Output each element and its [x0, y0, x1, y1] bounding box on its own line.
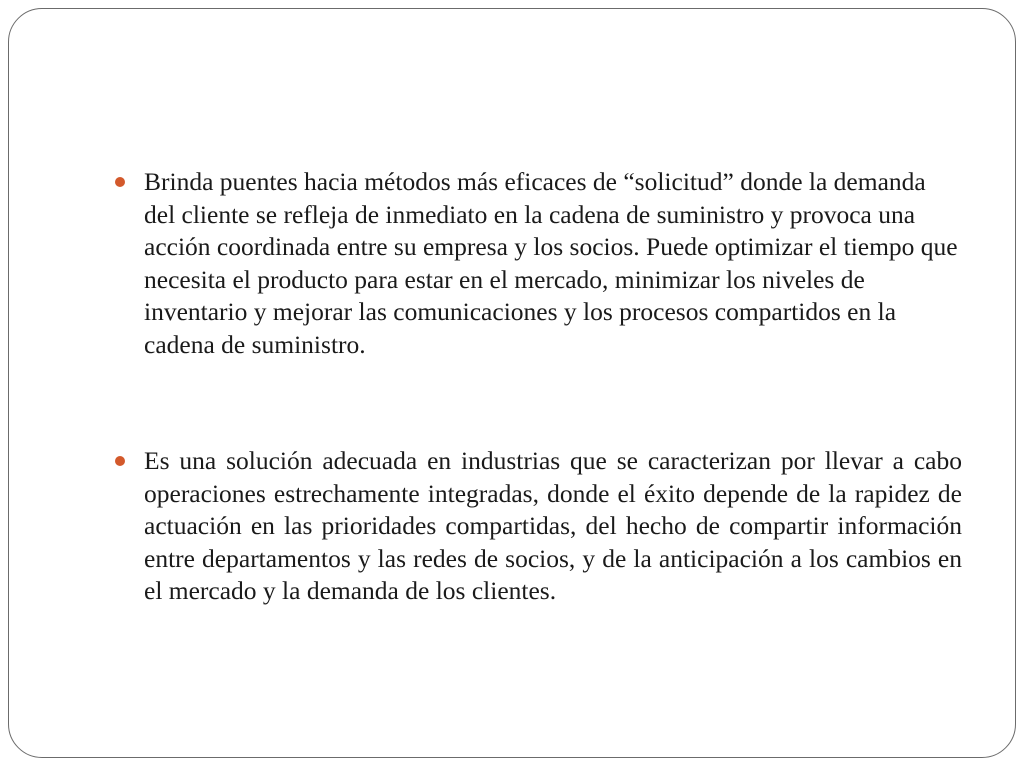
bullet-text: Brinda puentes hacia métodos más eficaces de “solicitud” donde la demanda del cliente se refleja de inmediato en la cadena de suministro y provoca una acción coordinada entre su empresa y los socios. Puede optimizar el tiempo que necesita el producto para estar en el mercado, minimizar los niveles de inventario y mejorar las comunicaciones y los procesos compartidos en la cadena de suministro. — [144, 167, 958, 359]
bullet-item — [144, 445, 962, 608]
bullet-dot-icon — [115, 177, 125, 187]
bullet-item — [144, 166, 962, 362]
bullet-text: Es una solución adecuada en industrias que se caracterizan por llevar a cabo operaciones estrechamente integradas, donde el éxito depende de la rapidez de actuación en las prioridades compartidas, del hecho de compartir información entre departamentos y las redes de socios, y de la anticipación a los cambios en el mercado y la demanda de los clientes. — [144, 446, 962, 606]
bullet-dot-icon — [115, 456, 125, 466]
